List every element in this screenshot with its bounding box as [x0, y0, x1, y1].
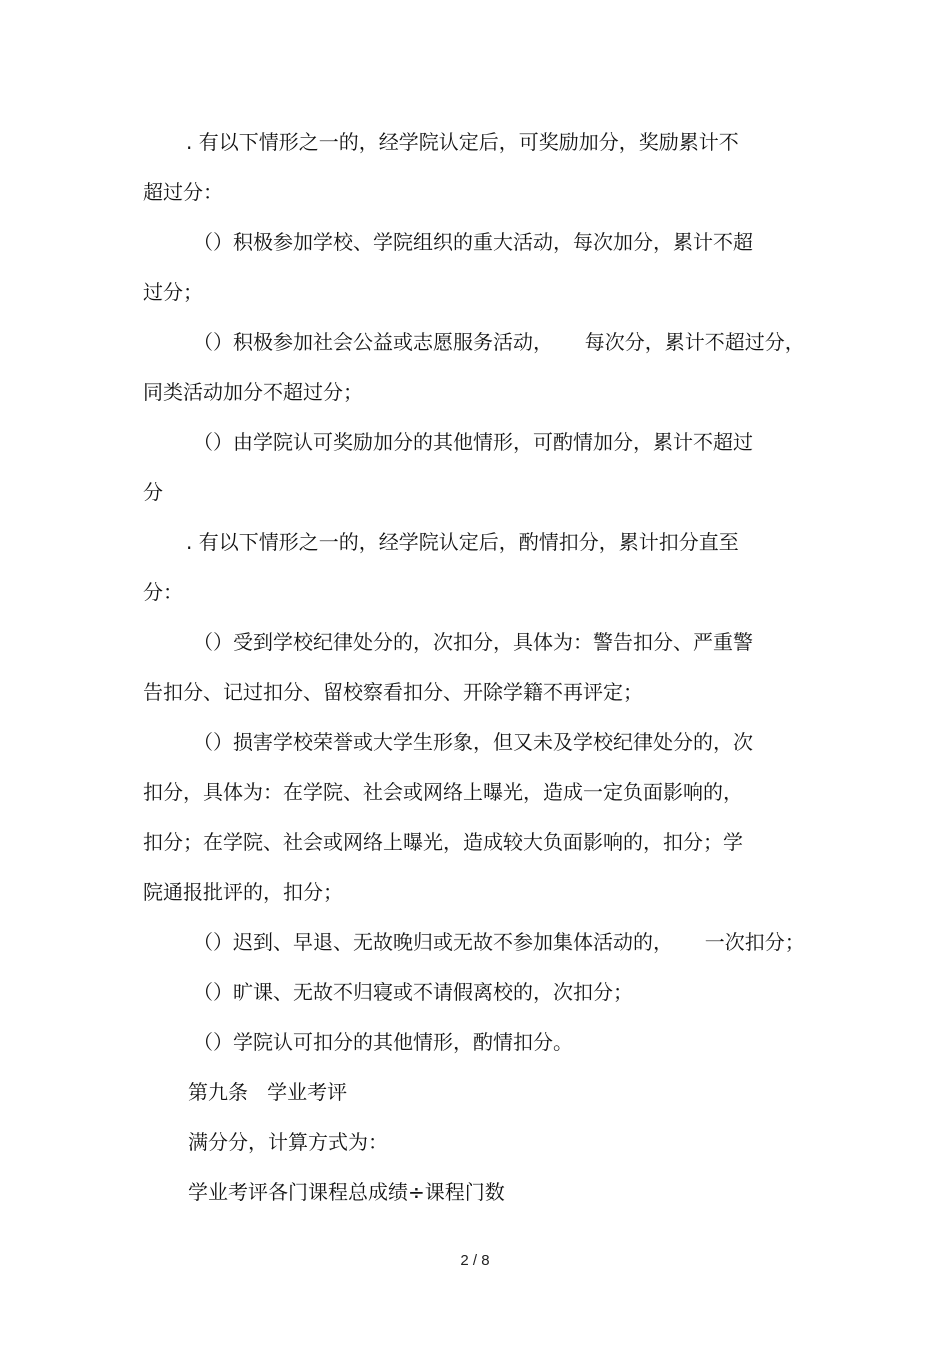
- paragraph-line: 过分；: [143, 280, 203, 304]
- paragraph-line: 分: [143, 480, 163, 504]
- paragraph-line: （）受到学校纪律处分的，次扣分，具体为：警告扣分、严重警: [193, 630, 753, 654]
- formula-line: 学业考评各门课程总成绩÷课程门数: [188, 1180, 505, 1204]
- paragraph-line: . 有以下情形之一的，经学院认定后，可奖励加分，奖励累计不: [186, 130, 739, 154]
- paragraph-line: . 有以下情形之一的，经学院认定后，酌情扣分，累计扣分直至: [186, 530, 739, 554]
- paragraph-line: 超过分：: [143, 180, 223, 204]
- paragraph-line: 告扣分、记过扣分、留校察看扣分、开除学籍不再评定；: [143, 680, 643, 704]
- paragraph-line: （）积极参加学校、学院组织的重大活动，每次加分，累计不超: [193, 230, 753, 254]
- page-number: 2 / 8: [460, 1252, 490, 1269]
- paragraph-line: 扣分；在学院、社会或网络上曝光，造成较大负面影响的，扣分；学: [143, 830, 743, 854]
- paragraph-line: （）积极参加社会公益或志愿服务活动， 每次分，累计不超过分，: [193, 330, 805, 354]
- paragraph-line: 分：: [143, 580, 183, 604]
- paragraph-line: （）学院认可扣分的其他情形，酌情扣分。: [193, 1030, 573, 1054]
- paragraph-line: 同类活动加分不超过分；: [143, 380, 363, 404]
- paragraph-line: （）旷课、无故不归寝或不请假离校的，次扣分；: [193, 980, 633, 1004]
- paragraph-line: （）由学院认可奖励加分的其他情形，可酌情加分，累计不超过: [193, 430, 753, 454]
- paragraph-line: 扣分，具体为：在学院、社会或网络上曝光，造成一定负面影响的，: [143, 780, 743, 804]
- paragraph-line: （）损害学校荣誉或大学生形象，但又未及学校纪律处分的，次: [193, 730, 753, 754]
- paragraph-line: （）迟到、早退、无故晚归或无故不参加集体活动的， 一次扣分；: [193, 930, 805, 954]
- paragraph-line: 院通报批评的，扣分；: [143, 880, 343, 904]
- section-heading: 第九条 学业考评: [188, 1080, 348, 1104]
- paragraph-line: 满分分，计算方式为：: [188, 1130, 388, 1154]
